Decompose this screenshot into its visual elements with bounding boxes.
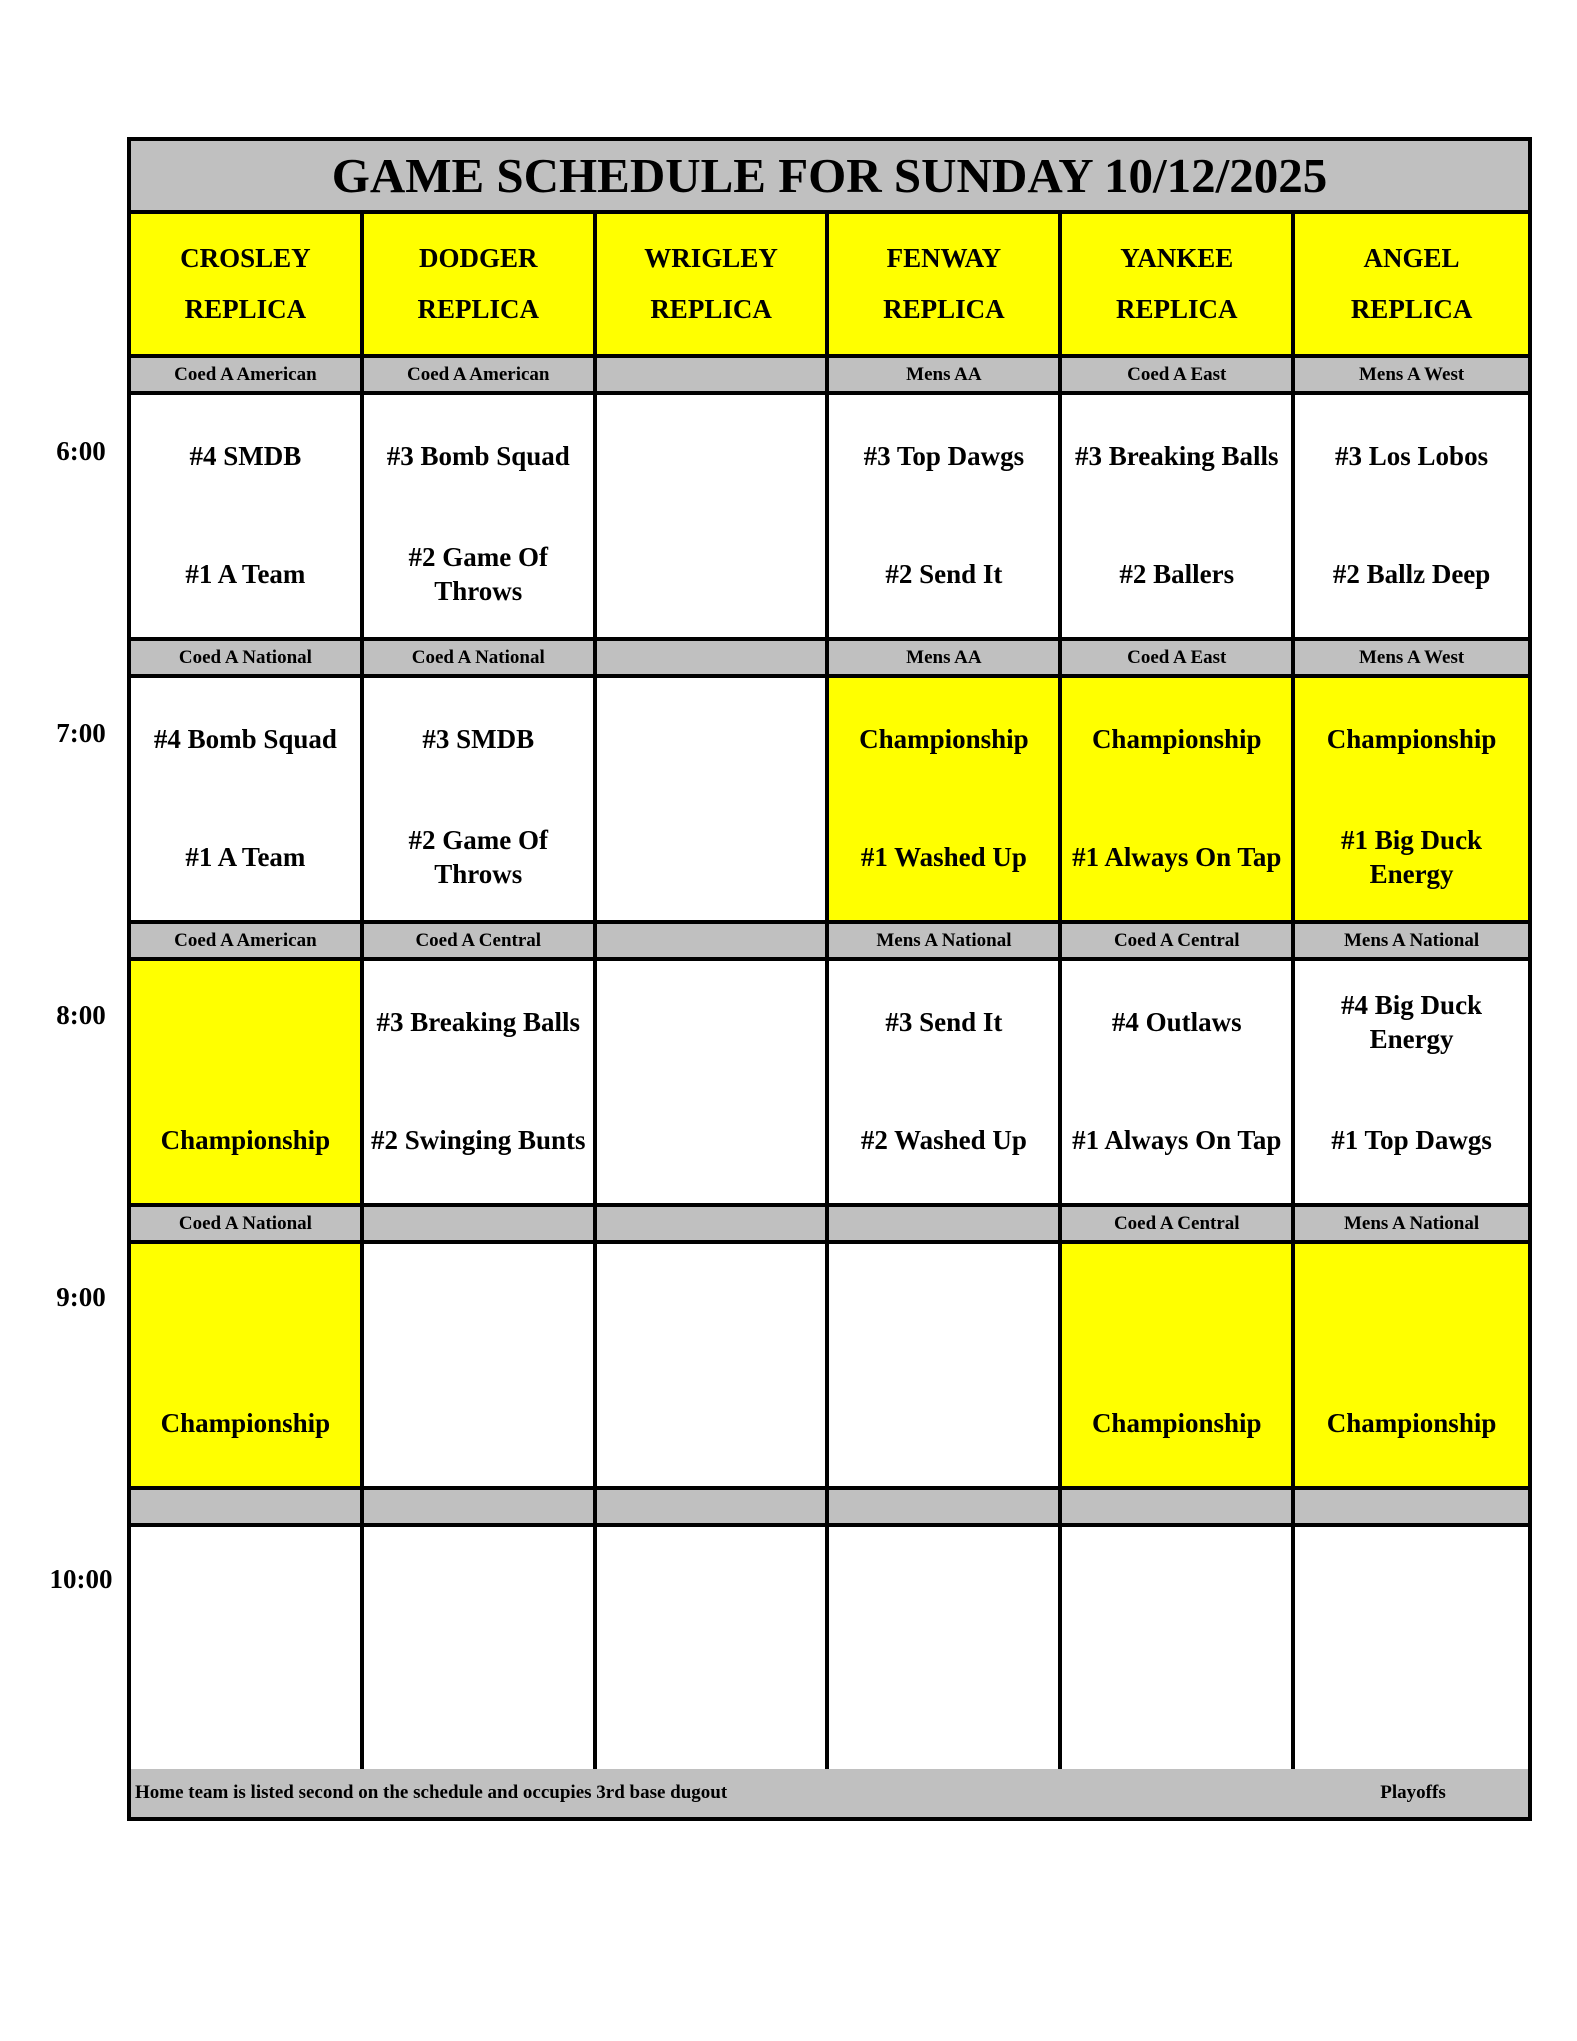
division-label (1295, 1490, 1528, 1523)
game-row (131, 1244, 1528, 1490)
home-team (597, 810, 826, 904)
home-team (829, 1659, 1058, 1753)
field-name: FENWAY (886, 242, 1002, 273)
division-row (131, 924, 1528, 961)
game-cell (1295, 961, 1528, 1203)
home-team-name: Championship (1091, 1408, 1262, 1438)
division-row (131, 1490, 1528, 1527)
time-label: 7:00 (56, 718, 106, 748)
home-team-name: #2 Send It (885, 559, 1003, 589)
away-team-name: #4 Outlaws (1111, 1007, 1242, 1037)
home-team (131, 1376, 360, 1470)
home-team (1062, 527, 1291, 621)
game-cell (597, 678, 830, 920)
field-type: REPLICA (1350, 294, 1473, 325)
field-header-row (131, 214, 1528, 358)
away-team (131, 1258, 360, 1352)
home-team-name: #1 Top Dawgs (1331, 1125, 1492, 1155)
away-team (1062, 975, 1291, 1069)
game-cell (1295, 678, 1528, 920)
division-label: Coed A National (364, 641, 597, 674)
home-team-name: #1 Washed Up (860, 842, 1027, 872)
home-team-name: #1 Always On Tap (1072, 1125, 1282, 1155)
away-team-name: #3 Bomb Squad (386, 441, 570, 471)
game-cell (131, 1244, 364, 1486)
division-label: Mens A National (1295, 924, 1528, 957)
field-type: REPLICA (184, 294, 307, 325)
away-team (1295, 1258, 1528, 1352)
home-team (1295, 527, 1528, 621)
division-label (597, 1207, 830, 1240)
away-team-name: Championship (859, 724, 1029, 754)
field-name: DODGER (418, 242, 538, 273)
home-team (131, 810, 360, 904)
away-team-name: #3 SMDB (422, 724, 535, 754)
division-label: Mens A National (829, 924, 1062, 957)
away-team (597, 409, 826, 503)
home-team (1062, 1376, 1291, 1470)
field-header-crosley (131, 214, 364, 354)
game-cell (829, 678, 1062, 920)
home-team (364, 527, 593, 621)
game-row (131, 1527, 1528, 1769)
home-team (1062, 1093, 1291, 1187)
away-team-name: #3 Breaking Balls (376, 1007, 581, 1037)
game-row (131, 678, 1528, 924)
home-team-name: #1 A Team (185, 559, 306, 589)
away-team-name: #4 Big Duck Energy (1341, 990, 1483, 1054)
home-team-name: #2 Washed Up (860, 1125, 1027, 1155)
game-cell (1062, 678, 1295, 920)
away-team (131, 409, 360, 503)
home-team-name: Championship (160, 1408, 331, 1438)
away-team (829, 1258, 1058, 1352)
footer-note: Home team is listed second on the schedule and occupies 3rd base dugout (135, 1782, 728, 1803)
field-name: CROSLEY (180, 242, 311, 273)
away-team (829, 692, 1058, 786)
game-cell (597, 961, 830, 1203)
away-team (131, 1541, 360, 1635)
home-team (364, 1376, 593, 1470)
division-label: Mens A National (1295, 1207, 1528, 1240)
game-cell (131, 1527, 364, 1769)
field-header-dodger (364, 214, 597, 354)
game-cell (1295, 1527, 1528, 1769)
home-team-name: #2 Ballers (1119, 559, 1235, 589)
home-team (364, 810, 593, 904)
game-cell (1062, 1527, 1295, 1769)
field-name: ANGEL (1363, 242, 1460, 273)
division-label (597, 358, 830, 391)
home-team (1295, 810, 1528, 904)
home-team-name: #2 Game Of Throws (408, 825, 548, 889)
away-team (1062, 1541, 1291, 1635)
away-team (131, 975, 360, 1069)
game-cell (1062, 395, 1295, 637)
division-label (597, 924, 830, 957)
division-label: Mens AA (829, 641, 1062, 674)
away-team-name: #3 Top Dawgs (863, 441, 1025, 471)
away-team (597, 1541, 826, 1635)
field-type: REPLICA (417, 294, 539, 325)
away-team-name: #3 Breaking Balls (1074, 441, 1279, 471)
field-header-wrigley (597, 214, 830, 354)
away-team (597, 692, 826, 786)
division-row (131, 641, 1528, 678)
away-team (364, 409, 593, 503)
game-cell (597, 395, 830, 637)
game-cell (364, 678, 597, 920)
away-team-name: #3 Send It (885, 1007, 1003, 1037)
away-team (1295, 409, 1528, 503)
game-cell (364, 395, 597, 637)
division-label (597, 641, 830, 674)
game-cell (597, 1244, 830, 1486)
away-team (597, 1258, 826, 1352)
field-type: REPLICA (883, 294, 1005, 325)
home-team (829, 1376, 1058, 1470)
away-team (1062, 1258, 1291, 1352)
schedule-table (127, 137, 1532, 1821)
away-team (1295, 975, 1528, 1069)
home-team-name: #1 Always On Tap (1072, 842, 1282, 872)
home-team-name: #1 A Team (185, 842, 306, 872)
playoffs-legend: Playoffs (1380, 1782, 1446, 1803)
division-label (364, 1207, 597, 1240)
schedule-title: GAME SCHEDULE FOR SUNDAY 10/12/2025 (131, 141, 1528, 214)
game-cell (829, 1244, 1062, 1486)
home-team (131, 1093, 360, 1187)
away-team (597, 975, 826, 1069)
division-label: Coed A National (131, 641, 364, 674)
game-cell (597, 1527, 830, 1769)
away-team-name: Championship (1091, 724, 1262, 754)
time-label: 8:00 (56, 1000, 106, 1030)
away-team-name: #4 SMDB (189, 441, 302, 471)
home-team (829, 527, 1058, 621)
game-cell (131, 678, 364, 920)
home-team (364, 1659, 593, 1753)
away-team (829, 1541, 1058, 1635)
home-team (597, 1659, 826, 1753)
time-label: 10:00 (49, 1564, 113, 1594)
time-slots (131, 358, 1528, 1769)
game-cell (1062, 961, 1295, 1203)
division-label (1062, 1490, 1295, 1523)
away-team (364, 692, 593, 786)
home-team (131, 1659, 360, 1753)
home-team (1062, 1659, 1291, 1753)
game-cell (131, 961, 364, 1203)
division-label (597, 1490, 830, 1523)
home-team (829, 1093, 1058, 1187)
game-cell (1295, 395, 1528, 637)
game-row (131, 961, 1528, 1207)
home-team-name: #2 Ballz Deep (1332, 559, 1491, 589)
home-team (1295, 1093, 1528, 1187)
field-header-angel (1295, 214, 1528, 354)
away-team (1295, 692, 1528, 786)
home-team-name: Championship (160, 1125, 331, 1155)
division-label: Coed A Central (1062, 1207, 1295, 1240)
division-label (829, 1207, 1062, 1240)
division-label: Mens AA (829, 358, 1062, 391)
division-label: Coed A East (1062, 358, 1295, 391)
game-cell (364, 961, 597, 1203)
division-label: Mens A West (1295, 641, 1528, 674)
away-team (364, 1541, 593, 1635)
home-team-name: Championship (1326, 1408, 1497, 1438)
home-team (1295, 1376, 1528, 1470)
away-team (364, 975, 593, 1069)
home-team (364, 1093, 593, 1187)
division-label: Coed A East (1062, 641, 1295, 674)
home-team-name: #2 Game Of Throws (408, 542, 548, 606)
division-label: Coed A American (364, 358, 597, 391)
away-team (1062, 692, 1291, 786)
game-cell (829, 395, 1062, 637)
division-label (131, 1490, 364, 1523)
division-label: Coed A American (131, 924, 364, 957)
home-team (1295, 1659, 1528, 1753)
time-label: 9:00 (56, 1282, 106, 1312)
game-cell (1295, 1244, 1528, 1486)
away-team-name: #3 Los Lobos (1335, 441, 1489, 471)
division-row (131, 358, 1528, 395)
division-label (364, 1490, 597, 1523)
game-row (131, 395, 1528, 641)
away-team (1295, 1541, 1528, 1635)
division-label: Mens A West (1295, 358, 1528, 391)
division-label: Coed A Central (364, 924, 597, 957)
away-team (1062, 409, 1291, 503)
away-team (364, 1258, 593, 1352)
home-team (597, 1376, 826, 1470)
division-label: Coed A Central (1062, 924, 1295, 957)
game-cell (1062, 1244, 1295, 1486)
field-name: YANKEE (1120, 242, 1234, 273)
time-label: 6:00 (56, 436, 106, 466)
division-label (829, 1490, 1062, 1523)
home-team (597, 527, 826, 621)
home-team (131, 527, 360, 621)
division-row (131, 1207, 1528, 1244)
away-team-name: Championship (1326, 724, 1497, 754)
game-cell (131, 395, 364, 637)
field-type: REPLICA (1115, 294, 1238, 325)
game-cell (364, 1527, 597, 1769)
away-team (131, 692, 360, 786)
home-team (829, 810, 1058, 904)
field-header-fenway (829, 214, 1062, 354)
game-cell (364, 1244, 597, 1486)
home-team-name: #1 Big Duck Energy (1341, 825, 1483, 889)
home-team-name: #2 Swinging Bunts (370, 1125, 586, 1155)
division-label: Coed A American (131, 358, 364, 391)
away-team (829, 975, 1058, 1069)
field-type: REPLICA (650, 294, 772, 325)
home-team (597, 1093, 826, 1187)
home-team (1062, 810, 1291, 904)
game-cell (829, 961, 1062, 1203)
footer-row (131, 1769, 1528, 1817)
away-team-name: #4 Bomb Squad (153, 724, 337, 754)
away-team (829, 409, 1058, 503)
division-label: Coed A National (131, 1207, 364, 1240)
game-cell (829, 1527, 1062, 1769)
field-header-yankee (1062, 214, 1295, 354)
field-name: WRIGLEY (644, 242, 778, 273)
